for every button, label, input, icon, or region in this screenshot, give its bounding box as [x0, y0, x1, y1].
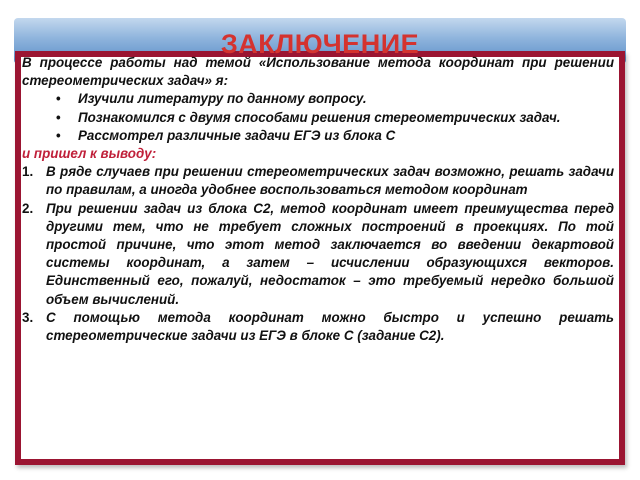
bullet-text: Изучили литературу по данному вопросу. [78, 91, 367, 107]
item-number: 1. [22, 164, 34, 180]
item-text: С помощью метода координат можно быстро и успешно решать стереометрические задачи из ЕГЭ в блоке С (задание С2). [46, 309, 614, 344]
numbered-item [22, 309, 614, 345]
numbered-item [22, 163, 614, 199]
item-text: При решении задач из блока С2, метод координат имеет преимущества перед другими тем, что не требует сложных построений в проекциях. По той простой причине, что этот метод заключается во введении декартовой системы координат, а затем – исчислении образующихся векторов. Единственный его, пожалуй, недостаток – это требуемый нередко большой объем вычислений. [46, 200, 614, 307]
bullet-item [56, 127, 614, 145]
bullet-list [22, 90, 614, 145]
numbered-list [22, 163, 614, 345]
bullet-item [56, 90, 614, 108]
bullet-dot-icon: • [56, 127, 61, 143]
bullet-item [56, 109, 614, 127]
bullet-dot-icon: • [56, 109, 61, 125]
conclusion-label: и пришел к выводу: [22, 146, 157, 162]
bullet-text: Рассмотрел различные задачи ЕГЭ из блока С [78, 127, 396, 143]
item-number: 2. [22, 200, 34, 216]
numbered-item [22, 200, 614, 309]
slide-content [22, 54, 614, 345]
intro-text: В процессе работы над темой «Использование метода координат при решении стереометрических задач» я: [22, 55, 614, 89]
item-text: В ряде случаев при решении стереометрических задач возможно, решать задачи по правилам, а иногда удобнее воспользоваться методом координат [46, 164, 614, 198]
item-number: 3. [22, 309, 34, 325]
bullet-text: Познакомился с двумя способами решения стереометрических задач. [78, 109, 561, 125]
bullet-dot-icon: • [56, 91, 61, 107]
slide-title: ЗАКЛЮЧЕНИЕ [220, 29, 420, 59]
